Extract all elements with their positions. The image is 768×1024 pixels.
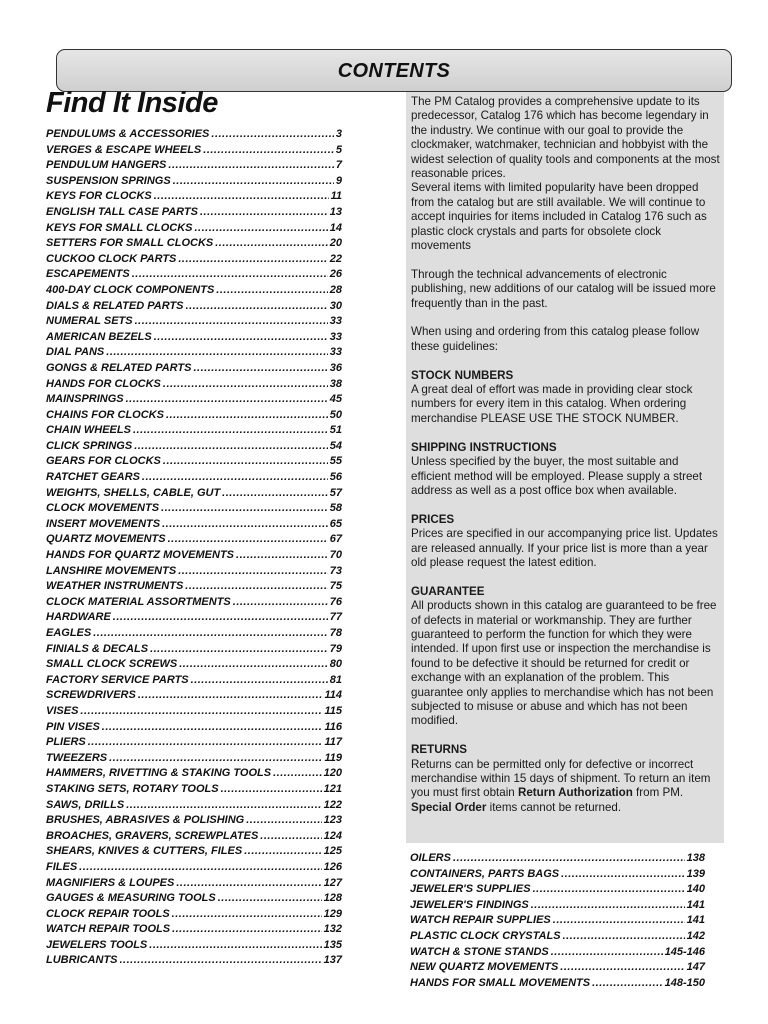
special-order-term: Special Order bbox=[411, 800, 487, 814]
toc-entry-page: 117 bbox=[324, 736, 342, 749]
toc-entry-page: 28 bbox=[329, 283, 342, 296]
toc-dot-leader bbox=[172, 923, 322, 935]
toc-entry bbox=[46, 799, 342, 815]
toc-entry bbox=[46, 861, 342, 877]
toc-dot-leader bbox=[178, 565, 328, 577]
toc-entry-label: GAUGES & MEASURING TOOLS bbox=[46, 892, 216, 905]
toc-entry-label: HANDS FOR QUARTZ MOVEMENTS bbox=[46, 549, 235, 562]
toc-dot-leader bbox=[168, 159, 333, 171]
toc-entry-page: 33 bbox=[329, 315, 342, 328]
toc-dot-leader bbox=[162, 518, 328, 530]
toc-entry bbox=[410, 977, 705, 993]
stock-numbers-text: A great deal of effort was made in providing clear stock numbers for every item in this catalog. When ordering merchandise PLEASE USE THE STOCK NUMBER. bbox=[411, 383, 693, 425]
toc-entry bbox=[46, 362, 342, 378]
toc-entry bbox=[46, 331, 342, 347]
toc-dot-leader bbox=[132, 268, 328, 280]
toc-entry-page: 129 bbox=[323, 907, 342, 920]
toc-entry-label: PIN VISES bbox=[46, 720, 100, 733]
toc-dot-leader bbox=[260, 830, 321, 842]
toc-entry-page: 45 bbox=[329, 393, 342, 406]
returns-text-2: from PM. bbox=[632, 786, 684, 800]
toc-entry-page: 116 bbox=[324, 720, 342, 733]
toc-dot-leader bbox=[561, 868, 685, 880]
toc-entry-label: NUMERAL SETS bbox=[46, 315, 133, 328]
toc-entry-label: SHEARS, KNIVES & CUTTERS, FILES bbox=[46, 845, 243, 858]
toc-entry-label: WATCH & STONE STANDS bbox=[410, 945, 549, 958]
toc-entry bbox=[46, 518, 342, 534]
toc-entry bbox=[46, 549, 342, 565]
toc-dot-leader bbox=[149, 939, 321, 951]
toc-dot-leader bbox=[113, 611, 328, 623]
toc-entry-page: 58 bbox=[329, 502, 342, 515]
toc-entry-label: PLIERS bbox=[46, 736, 86, 749]
toc-dot-leader bbox=[163, 378, 328, 390]
toc-entry-page: 67 bbox=[329, 533, 342, 546]
toc-entry-page: 140 bbox=[686, 883, 705, 896]
toc-entry-page: 22 bbox=[329, 252, 342, 265]
toc-dot-leader bbox=[161, 502, 328, 514]
toc-entry-page: 14 bbox=[329, 221, 342, 234]
toc-entry bbox=[410, 883, 705, 899]
toc-dot-leader bbox=[233, 596, 328, 608]
toc-entry-label: NEW QUARTZ MOVEMENTS bbox=[410, 961, 559, 974]
toc-entry bbox=[46, 190, 342, 206]
toc-entry bbox=[46, 705, 342, 721]
toc-dot-leader bbox=[244, 845, 321, 857]
toc-dot-leader bbox=[80, 705, 322, 717]
toc-entry bbox=[46, 471, 342, 487]
toc-dot-leader bbox=[553, 914, 685, 926]
toc-entry bbox=[46, 346, 342, 362]
toc-entry bbox=[46, 736, 342, 752]
toc-dot-leader bbox=[120, 954, 322, 966]
toc-entry-label: FACTORY SERVICE PARTS bbox=[46, 673, 189, 686]
toc-dot-leader bbox=[134, 440, 328, 452]
toc-entry-label: PENDULUMS & ACCESSORIES bbox=[46, 128, 210, 140]
toc-dot-leader bbox=[592, 977, 663, 989]
intro-paragraph-2: Several items with limited popularity have been dropped from the catalog but are still available. We will continue to accept inquiries for items included in Catalog 176 such as plastic clock crystals and parts for obsolete clock movements bbox=[411, 181, 707, 253]
toc-entry bbox=[46, 175, 342, 191]
toc-dot-leader bbox=[453, 852, 685, 864]
toc-entry-page: 119 bbox=[324, 751, 342, 764]
toc-dot-leader bbox=[211, 128, 333, 140]
toc-entry bbox=[46, 253, 342, 269]
toc-entry-label: RATCHET GEARS bbox=[46, 471, 140, 484]
toc-entry-page: 125 bbox=[323, 845, 342, 858]
toc-entry bbox=[46, 378, 342, 394]
toc-entry bbox=[46, 284, 342, 300]
toc-entry-page: 135 bbox=[323, 938, 342, 951]
toc-dot-leader bbox=[126, 393, 328, 405]
toc-dot-leader bbox=[166, 409, 328, 421]
toc-entry bbox=[46, 689, 342, 705]
toc-entry bbox=[46, 877, 342, 893]
toc-entry-label: CLOCK MATERIAL ASSORTMENTS bbox=[46, 595, 231, 608]
toc-entry-label: DIALS & RELATED PARTS bbox=[46, 299, 184, 312]
toc-dot-leader bbox=[126, 799, 321, 811]
toc-entry bbox=[46, 908, 342, 924]
toc-entry-page: 36 bbox=[329, 361, 342, 374]
toc-dot-leader bbox=[154, 331, 328, 343]
toc-dot-leader bbox=[88, 736, 323, 748]
toc-dot-leader bbox=[560, 961, 684, 973]
toc-entry bbox=[46, 814, 342, 830]
toc-entry bbox=[46, 954, 342, 970]
toc-entry-label: PENDULUM HANGERS bbox=[46, 159, 167, 172]
toc-entry-page: 30 bbox=[329, 299, 342, 312]
toc-entry-label: LUBRICANTS bbox=[46, 954, 118, 967]
toc-entry-label: MAINSPRINGS bbox=[46, 393, 124, 406]
toc-entry bbox=[46, 440, 342, 456]
toc-entry-label: SETTERS FOR SMALL CLOCKS bbox=[46, 237, 214, 250]
contents-banner bbox=[56, 49, 732, 92]
toc-dot-leader bbox=[186, 300, 328, 312]
toc-entry bbox=[46, 502, 342, 518]
toc-entry-label: CLOCK MOVEMENTS bbox=[46, 502, 160, 515]
banner-title: CONTENTS bbox=[337, 60, 451, 82]
intro-paragraph: The PM Catalog provides a comprehensive update to its predecessor, Catalog 176 which has become legendary in the industry. We continue with our goal to provide the clockmaker, watchmaker, technician and hobbyist with the widest selection of quality tools and components at the most reasonable prices. bbox=[411, 95, 720, 181]
toc-entry-page: 65 bbox=[329, 517, 342, 530]
toc-entry-label: LANSHIRE MOVEMENTS bbox=[46, 564, 177, 577]
page-title: Find It Inside bbox=[46, 87, 218, 119]
toc-entry-page: 5 bbox=[335, 143, 342, 156]
toc-entry-page: 13 bbox=[329, 205, 342, 218]
toc-dot-leader bbox=[168, 533, 328, 545]
toc-entry-page: 57 bbox=[329, 486, 342, 499]
toc-entry bbox=[46, 658, 342, 674]
toc-entry-label: PLASTIC CLOCK CRYSTALS bbox=[410, 929, 561, 942]
toc-dot-leader bbox=[173, 175, 334, 187]
toc-entry-page: 54 bbox=[329, 439, 342, 452]
toc-entry-label: CUCKOO CLOCK PARTS bbox=[46, 252, 177, 265]
toc-entry-label: AMERICAN BEZELS bbox=[46, 330, 152, 343]
toc-entry-label: FILES bbox=[46, 860, 78, 873]
toc-entry-page: 139 bbox=[686, 867, 705, 880]
toc-entry-label: SAWS, DRILLS bbox=[46, 798, 125, 811]
toc-entry-page: 55 bbox=[329, 455, 342, 468]
toc-entry-page: 26 bbox=[329, 268, 342, 281]
toc-entry-label: CONTAINERS, PARTS BAGS bbox=[410, 867, 560, 880]
toc-entry-page: 81 bbox=[329, 673, 342, 686]
toc-entry bbox=[46, 455, 342, 471]
toc-entry-page: 3 bbox=[335, 128, 342, 140]
toc-entry bbox=[46, 674, 342, 690]
toc-entry bbox=[46, 144, 342, 160]
toc-entry-page: 7 bbox=[335, 159, 342, 172]
toc-entry-label: GEARS FOR CLOCKS bbox=[46, 455, 161, 468]
shipping-heading: SHIPPING INSTRUCTIONS bbox=[411, 440, 557, 454]
toc-entry bbox=[46, 845, 342, 861]
toc-entry-label: JEWELER'S FINDINGS bbox=[410, 898, 529, 911]
returns-text bbox=[411, 758, 720, 816]
toc-entry-label: BROACHES, GRAVERS, SCREWPLATES bbox=[46, 829, 259, 842]
toc-dot-leader bbox=[191, 674, 328, 686]
toc-entry bbox=[410, 899, 705, 915]
toc-entry-page: 120 bbox=[323, 767, 342, 780]
toc-entry bbox=[46, 580, 342, 596]
toc-dot-leader bbox=[194, 222, 327, 234]
toc-dot-leader bbox=[106, 346, 327, 358]
toc-entry bbox=[46, 533, 342, 549]
toc-entry-page: 114 bbox=[324, 689, 342, 702]
toc-left-list bbox=[46, 128, 342, 970]
toc-entry-page: 142 bbox=[686, 929, 705, 942]
toc-entry-label: CLICK SPRINGS bbox=[46, 439, 133, 452]
toc-entry-page: 141 bbox=[686, 914, 705, 927]
toc-entry-label: HANDS FOR SMALL MOVEMENTS bbox=[410, 976, 591, 989]
toc-entry-label: CHAIN WHEELS bbox=[46, 424, 131, 437]
toc-entry-page: 73 bbox=[329, 564, 342, 577]
toc-entry bbox=[46, 721, 342, 737]
toc-entry bbox=[410, 961, 705, 977]
toc-entry-page: 138 bbox=[686, 852, 705, 864]
toc-entry-page: 126 bbox=[323, 860, 342, 873]
toc-entry bbox=[46, 611, 342, 627]
guarantee-heading: GUARANTEE bbox=[411, 584, 485, 598]
toc-entry-label: JEWELER'S SUPPLIES bbox=[410, 883, 531, 896]
toc-entry-page: 70 bbox=[329, 549, 342, 562]
toc-dot-leader bbox=[102, 721, 323, 733]
toc-entry-label: BRUSHES, ABRASIVES & POLISHING bbox=[46, 814, 245, 827]
toc-entry-label: VERGES & ESCAPE WHEELS bbox=[46, 143, 202, 156]
toc-entry bbox=[46, 393, 342, 409]
toc-entry bbox=[410, 868, 705, 884]
toc-entry-page: 76 bbox=[329, 595, 342, 608]
toc-entry bbox=[410, 852, 705, 868]
toc-entry bbox=[46, 409, 342, 425]
catalog-info-panel bbox=[406, 92, 724, 843]
toc-dot-leader bbox=[133, 424, 328, 436]
toc-dot-leader bbox=[109, 752, 322, 764]
toc-entry-label: OILERS bbox=[410, 852, 451, 864]
toc-dot-leader bbox=[215, 237, 328, 249]
toc-entry bbox=[46, 830, 342, 846]
toc-dot-leader bbox=[221, 783, 322, 795]
toc-entry-page: 50 bbox=[329, 408, 342, 421]
toc-dot-leader bbox=[154, 190, 329, 202]
toc-entry bbox=[46, 487, 342, 503]
toc-entry-label: ENGLISH TALL CASE PARTS bbox=[46, 205, 198, 218]
toc-dot-leader bbox=[551, 946, 663, 958]
toc-entry-page: 141 bbox=[686, 898, 705, 911]
guarantee-text: All products shown in this catalog are guaranteed to be free of defects in material or workmanship. They are further guaranteed to perform the function for which they were intended. If upon first use or inspection the merchandise is found to be defective it should be returned for credit or exchange with an explanation of the problem. This guarantee only applies to merchandise which has not been subjected to misuse or abuse and which has not been modified. bbox=[411, 599, 717, 728]
toc-entry bbox=[46, 783, 342, 799]
toc-entry-page: 78 bbox=[329, 627, 342, 639]
toc-entry-page: 38 bbox=[329, 377, 342, 390]
toc-entry-label: WATCH REPAIR TOOLS bbox=[46, 923, 171, 936]
toc-dot-leader bbox=[179, 658, 328, 670]
toc-entry-page: 132 bbox=[323, 923, 342, 936]
toc-dot-leader bbox=[185, 580, 327, 592]
toc-entry bbox=[46, 222, 342, 238]
toc-entry-label: DIAL PANS bbox=[46, 346, 105, 359]
toc-entry-page: 79 bbox=[329, 642, 342, 655]
toc-entry-page: 128 bbox=[323, 892, 342, 905]
toc-entry-page: 122 bbox=[323, 798, 342, 811]
toc-entry-label: TWEEZERS bbox=[46, 751, 108, 764]
toc-entry-page: 148-150 bbox=[664, 976, 705, 989]
toc-entry bbox=[46, 752, 342, 768]
toc-entry-label: 400-DAY CLOCK COMPONENTS bbox=[46, 283, 215, 296]
toc-dot-leader bbox=[79, 861, 321, 873]
toc-dot-leader bbox=[193, 362, 327, 374]
toc-entry-page: 75 bbox=[329, 580, 342, 593]
toc-entry-page: 77 bbox=[329, 611, 342, 624]
toc-entry-label: KEYS FOR CLOCKS bbox=[46, 190, 152, 203]
toc-entry bbox=[46, 315, 342, 331]
toc-dot-leader bbox=[216, 284, 327, 296]
toc-entry-label: SMALL CLOCK SCREWS bbox=[46, 658, 178, 671]
toc-entry-label: INSERT MOVEMENTS bbox=[46, 517, 161, 530]
returns-text-3: items cannot be returned. bbox=[486, 800, 622, 814]
toc-entry bbox=[46, 767, 342, 783]
toc-entry-page: 11 bbox=[330, 190, 342, 203]
toc-entry bbox=[410, 946, 705, 962]
toc-entry-label: HARDWARE bbox=[46, 611, 111, 624]
toc-entry bbox=[46, 627, 342, 643]
toc-dot-leader bbox=[200, 206, 328, 218]
guidelines-paragraph: When using and ordering from this catalog please follow these guidelines: bbox=[411, 325, 700, 353]
toc-entry bbox=[46, 424, 342, 440]
toc-dot-leader bbox=[563, 930, 685, 942]
stock-numbers-heading: STOCK NUMBERS bbox=[411, 368, 514, 382]
toc-entry-label: WEATHER INSTRUMENTS bbox=[46, 580, 184, 593]
toc-entry-page: 147 bbox=[686, 961, 705, 974]
toc-dot-leader bbox=[203, 144, 334, 156]
toc-entry-label: HAMMERS, RIVETTING & STAKING TOOLS bbox=[46, 767, 272, 780]
publishing-paragraph: Through the technical advancements of electronic publishing, new additions of our catalog will be issued more frequently than in the past. bbox=[411, 267, 716, 310]
toc-entry bbox=[46, 643, 342, 659]
toc-entry-page: 33 bbox=[329, 346, 342, 359]
toc-dot-leader bbox=[222, 487, 328, 499]
returns-text-1: Returns can be permitted only for defective or incorrect merchandise within 15 days of shipment. To return an item you must first obtain bbox=[411, 757, 711, 800]
toc-entry bbox=[410, 914, 705, 930]
toc-entry-page: 145-146 bbox=[664, 945, 705, 958]
toc-entry-page: 123 bbox=[323, 814, 342, 827]
return-authorization-term: Return Authorization bbox=[517, 786, 633, 800]
toc-dot-leader bbox=[142, 471, 328, 483]
toc-entry-page: 9 bbox=[335, 174, 342, 187]
toc-dot-leader bbox=[236, 549, 328, 561]
toc-entry-page: 20 bbox=[329, 237, 342, 250]
toc-entry-label: FINIALS & DECALS bbox=[46, 642, 149, 655]
toc-entry bbox=[46, 596, 342, 612]
toc-dot-leader bbox=[163, 455, 328, 467]
toc-entry bbox=[46, 300, 342, 316]
toc-entry-label: HANDS FOR CLOCKS bbox=[46, 377, 161, 390]
toc-entry-label: SCREWDRIVERS bbox=[46, 689, 136, 702]
toc-entry-page: 121 bbox=[323, 782, 342, 795]
toc-entry bbox=[46, 939, 342, 955]
toc-entry-label: WEIGHTS, SHELLS, CABLE, GUT bbox=[46, 486, 221, 499]
toc-entry-label: STAKING SETS, ROTARY TOOLS bbox=[46, 782, 219, 795]
toc-entry bbox=[46, 206, 342, 222]
toc-entry-label: WATCH REPAIR SUPPLIES bbox=[410, 914, 551, 927]
toc-dot-leader bbox=[93, 627, 328, 639]
toc-dot-leader bbox=[135, 315, 328, 327]
toc-entry-label: GONGS & RELATED PARTS bbox=[46, 361, 192, 374]
toc-entry-label: JEWELERS TOOLS bbox=[46, 938, 148, 951]
toc-entry-label: MAGNIFIERS & LOUPES bbox=[46, 876, 175, 889]
toc-dot-leader bbox=[178, 253, 327, 265]
toc-dot-leader bbox=[218, 892, 322, 904]
toc-entry-page: 137 bbox=[323, 954, 342, 967]
toc-entry-label: VISES bbox=[46, 704, 79, 717]
toc-entry bbox=[46, 268, 342, 284]
prices-heading: PRICES bbox=[411, 512, 455, 526]
toc-entry-label: ESCAPEMENTS bbox=[46, 268, 130, 281]
toc-entry bbox=[46, 565, 342, 581]
toc-dot-leader bbox=[138, 689, 323, 701]
toc-entry-page: 56 bbox=[329, 471, 342, 484]
toc-entry bbox=[46, 892, 342, 908]
toc-dot-leader bbox=[150, 643, 328, 655]
toc-entry-label: SUSPENSION SPRINGS bbox=[46, 174, 171, 187]
toc-dot-leader bbox=[533, 883, 685, 895]
toc-dot-leader bbox=[273, 767, 322, 779]
toc-entry bbox=[410, 930, 705, 946]
toc-entry-page: 115 bbox=[324, 704, 342, 717]
toc-entry-page: 80 bbox=[329, 658, 342, 671]
toc-dot-leader bbox=[176, 877, 321, 889]
toc-entry-label: KEYS FOR SMALL CLOCKS bbox=[46, 221, 193, 234]
toc-entry-label: QUARTZ MOVEMENTS bbox=[46, 533, 166, 546]
toc-entry-page: 33 bbox=[329, 330, 342, 343]
returns-heading: RETURNS bbox=[411, 743, 468, 757]
toc-entry bbox=[46, 128, 342, 144]
toc-entry bbox=[46, 923, 342, 939]
toc-entry-page: 124 bbox=[323, 829, 342, 842]
toc-dot-leader bbox=[531, 899, 685, 911]
toc-entry-label: EAGLES bbox=[46, 627, 92, 639]
toc-dot-leader bbox=[246, 814, 321, 826]
toc-entry bbox=[46, 159, 342, 175]
toc-entry-page: 127 bbox=[323, 876, 342, 889]
toc-right-list bbox=[410, 852, 705, 992]
toc-entry-label: CHAINS FOR CLOCKS bbox=[46, 408, 164, 421]
toc-dot-leader bbox=[172, 908, 322, 920]
shipping-text: Unless specified by the buyer, the most suitable and efficient method will be employed. Please supply a street address as well as a post office box when available. bbox=[411, 455, 703, 497]
prices-text: Prices are specified in our accompanying price list. Updates are released annually. If your price list is more than a year old please request the latest edition. bbox=[411, 527, 718, 569]
toc-entry-page: 51 bbox=[329, 424, 342, 437]
toc-entry-label: CLOCK REPAIR TOOLS bbox=[46, 907, 170, 920]
toc-entry bbox=[46, 237, 342, 253]
